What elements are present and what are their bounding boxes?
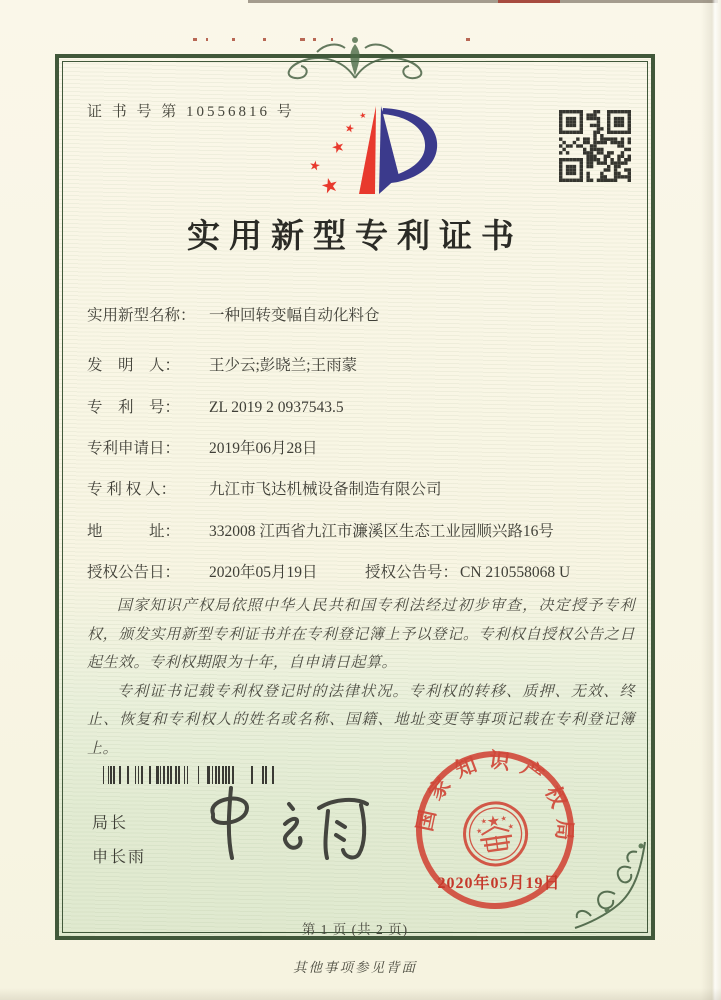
legal-paragraph-1: 国家知识产权局依照中华人民共和国专利法经过初步审查，决定授予专利权，颁发实用新型专利证书并在专利登记簿上予以登记。专利权自授权公告之日起生效。专利权期限为十年，自申请日起算。 [87, 598, 635, 671]
field-value: 一种回转变幅自动化料仓 [209, 307, 380, 324]
field-label: 地 址： [87, 523, 181, 540]
paper-edge-shadow [701, 0, 721, 1000]
official-seal [387, 722, 604, 939]
grant-number-value: CN 210558068 U [460, 564, 571, 581]
certificate-border-frame [55, 54, 655, 940]
field-grant-row [87, 560, 571, 582]
page-number: 第 1 页 (共 2 页) [301, 922, 409, 937]
svg-text:★: ★ [358, 110, 368, 121]
field-address [87, 519, 554, 541]
svg-text:★: ★ [485, 811, 502, 831]
grant-date-label: 授权公告日： [87, 564, 181, 581]
legal-paragraph-2: 专利证书记载专利权登记时的法律状况。专利权的转移、质押、无效、终止、恢复和专利权人的姓名或名称、国籍、地址变更等事项记载在专利登记簿上。 [87, 683, 635, 757]
svg-text:★: ★ [480, 817, 488, 826]
director-name: 申长雨 [92, 849, 147, 866]
field-label: 专利申请日： [87, 440, 181, 457]
field-label: 发 明 人： [87, 357, 181, 374]
scan-edge-strip-red [498, 0, 560, 3]
qr-code [559, 110, 631, 182]
seal-date: 2020年05月19日 [437, 875, 561, 892]
seal-national-emblem [461, 799, 531, 869]
scan-speck [193, 38, 197, 41]
grant-number [365, 560, 570, 582]
field-label: 专 利 号： [87, 399, 181, 416]
svg-text:★: ★ [343, 121, 356, 136]
svg-text:★: ★ [507, 822, 515, 832]
field-patentee [87, 477, 442, 499]
svg-text:国家知识产权局: 国家知识产权局 [412, 747, 577, 852]
field-patent-number [87, 395, 344, 417]
svg-text:★: ★ [307, 158, 322, 175]
director-title: 局长 [92, 815, 129, 832]
svg-text:★: ★ [328, 136, 348, 158]
svg-text:★: ★ [318, 171, 342, 200]
director-signature [185, 774, 395, 884]
certificate-title: 实用新型专利证书 [187, 219, 523, 255]
svg-text:★: ★ [499, 814, 508, 824]
field-value: 332008 江西省九江市濂溪区生态工业园顺兴路16号 [209, 523, 554, 540]
certificate-number: 证 书 号 第 10556816 号 [87, 104, 295, 120]
field-value: 王少云;彭晓兰;王雨蒙 [209, 357, 358, 374]
field-label: 实用新型名称： [87, 307, 196, 324]
field-value: ZL 2019 2 0937543.5 [209, 399, 344, 416]
field-value: 九江市飞达机械设备制造有限公司 [209, 481, 442, 498]
scan-speck [466, 38, 470, 41]
field-inventors [87, 353, 357, 375]
cnipa-patent-logo [283, 100, 459, 210]
field-label: 专 利 权 人： [87, 481, 177, 498]
scan-edge-strip [248, 0, 718, 3]
svg-text:★: ★ [475, 826, 483, 836]
field-utility-model-name [87, 303, 380, 325]
top-floral-ornament [255, 32, 455, 84]
field-value: 2019年06月28日 [209, 440, 318, 457]
grant-date-value: 2020年05月19日 [209, 564, 318, 581]
paper-bottom-shadow [0, 988, 721, 1000]
grant-number-label: 授权公告号： [365, 564, 459, 581]
back-note: 其他事项参见背面 [293, 960, 417, 975]
scan-speck [232, 38, 235, 41]
field-application-date [87, 436, 318, 458]
logo-stars [308, 110, 367, 199]
scan-speck [206, 38, 208, 41]
